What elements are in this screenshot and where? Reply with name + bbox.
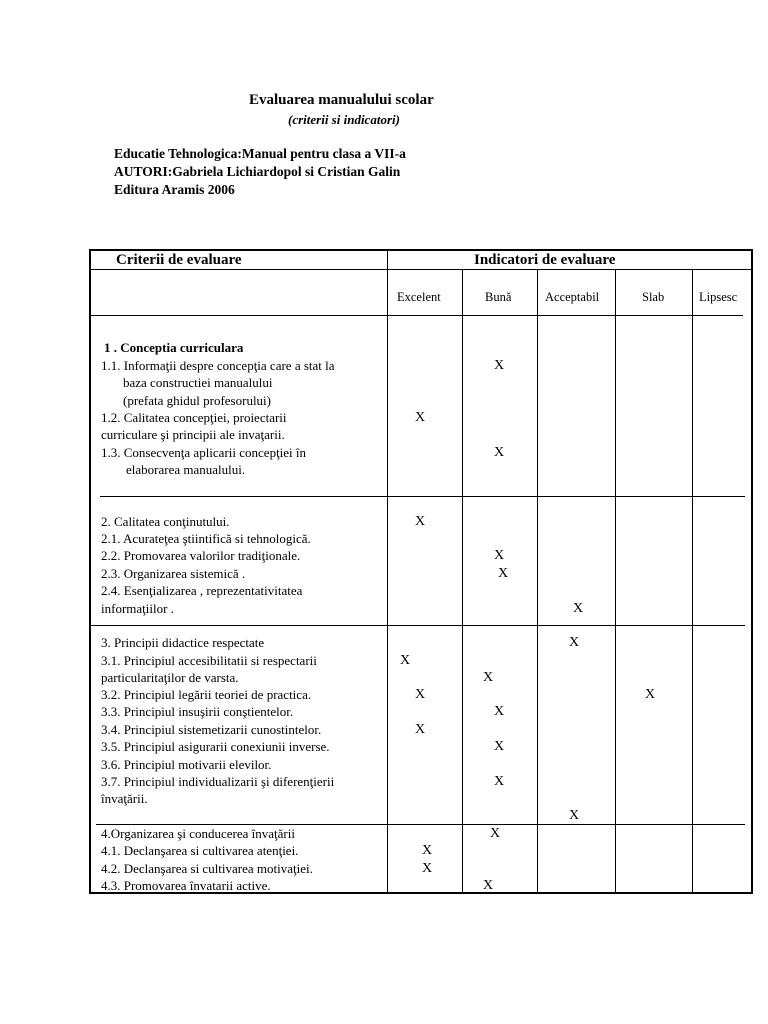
criterion-line: 2.1. Acurateţea ştiintifică si tehnologică. [101, 531, 311, 546]
criterion-line: 4.1. Declanşarea si cultivarea atenţiei. [101, 843, 299, 858]
x-mark: X [494, 739, 505, 754]
criterion-line: 4.3. Promovarea învatarii active. [101, 878, 271, 893]
criterion-line: 2.2. Promovarea valorilor tradiţionale. [101, 548, 301, 563]
x-mark: X [415, 687, 426, 702]
criterion-line: 1.2. Calitatea concepţiei, proiectarii [101, 410, 287, 425]
criterion-line: învaţării. [101, 791, 148, 806]
criterion-heading: 3. Principii didactice respectate [101, 635, 265, 650]
criterion-line: 3.6. Principiul motivarii elevilor. [101, 757, 272, 772]
x-mark: X [422, 861, 433, 876]
criterion-line: 1.1. Informaţii despre concepţia care a stat la [101, 358, 335, 373]
criteria-header: Criterii de evaluare [116, 252, 242, 268]
column-excelent: Excelent [397, 290, 441, 304]
criterion-heading: 2. Calitatea conţinutului. [101, 514, 230, 529]
criterion-line: 2.3. Organizarea sistemică . [101, 566, 246, 581]
col-divider [615, 270, 616, 894]
criterion-line: 3.1. Principiul accesibilitatii si respectarii [101, 653, 317, 668]
criterion-line: 3.2. Principiul legării teoriei de practica. [101, 687, 312, 702]
criteria-divider [387, 249, 388, 894]
authors-line: AUTORI:Gabriela Lichiardopol si Cristian Galin [114, 164, 401, 179]
indicators-header: Indicatori de evaluare [474, 252, 616, 268]
x-mark: X [415, 514, 426, 529]
x-mark: X [494, 774, 505, 789]
column-buna: Bună [485, 290, 512, 304]
criterion-line: 3.4. Principiul sistemetizarii cunostintelor. [101, 722, 322, 737]
criterion-line: particularitaţilor de varsta. [101, 670, 239, 685]
table-border-top [89, 249, 753, 251]
x-mark: X [573, 601, 584, 616]
page-subtitle: (criterii si indicatori) [288, 112, 400, 127]
criterion-line: 3.7. Principiul individualizarii şi diferenţierii [101, 774, 335, 789]
x-mark: X [569, 808, 580, 823]
criterion-line: 3.5. Principiul asigurarii conexiunii inverse. [101, 739, 330, 754]
x-mark: X [494, 358, 505, 373]
col-divider [462, 270, 463, 894]
criterion-heading: 1 . Conceptia curriculara [104, 340, 244, 355]
section-rule [100, 496, 745, 497]
criterion-heading: 4.Organizarea şi conducerea învaţării [101, 826, 295, 841]
x-mark: X [483, 878, 494, 893]
column-lipsesc: Lipsesc [699, 290, 738, 304]
x-mark: X [415, 722, 426, 737]
table-border-right [751, 249, 753, 894]
x-mark: X [483, 670, 494, 685]
section-rule [91, 625, 745, 626]
column-header-rule [91, 315, 743, 316]
col-divider [692, 270, 693, 894]
x-mark: X [415, 410, 426, 425]
column-acceptabil: Acceptabil [545, 290, 600, 304]
header-rule [91, 269, 751, 270]
publisher-line: Editura Aramis 2006 [114, 182, 235, 197]
x-mark: X [645, 687, 656, 702]
x-mark: X [569, 635, 580, 650]
column-slab: Slab [642, 290, 665, 304]
x-mark: X [498, 566, 509, 581]
x-mark: X [490, 826, 501, 841]
table-border-left [89, 249, 91, 894]
criterion-line: informaţiilor . [101, 601, 174, 616]
subject-line: Educatie Tehnologica:Manual pentru clasa a VII-a [114, 146, 406, 161]
page-title: Evaluarea manualului scolar [249, 92, 434, 108]
criterion-line: 3.3. Principiul insuşirii conştientelor. [101, 704, 294, 719]
x-mark: X [494, 704, 505, 719]
x-mark: X [400, 653, 411, 668]
col-divider [537, 270, 538, 894]
criterion-line: 4.2. Declanşarea si cultivarea motivaţiei. [101, 861, 313, 876]
x-mark: X [494, 445, 505, 460]
x-mark: X [422, 843, 433, 858]
section-rule [96, 824, 745, 825]
criterion-line: 1.3. Consecvenţa aplicarii concepţiei în [101, 445, 307, 460]
criterion-line: (prefata ghidul profesorului) [123, 393, 272, 408]
criterion-line: 2.4. Esenţializarea , reprezentativitatea [101, 583, 303, 598]
criterion-line: baza constructiei manualului [123, 375, 273, 390]
x-mark: X [494, 548, 505, 563]
criterion-line: curriculare şi principii ale invaţarii. [101, 427, 285, 442]
criterion-line: elaborarea manualului. [126, 462, 246, 477]
